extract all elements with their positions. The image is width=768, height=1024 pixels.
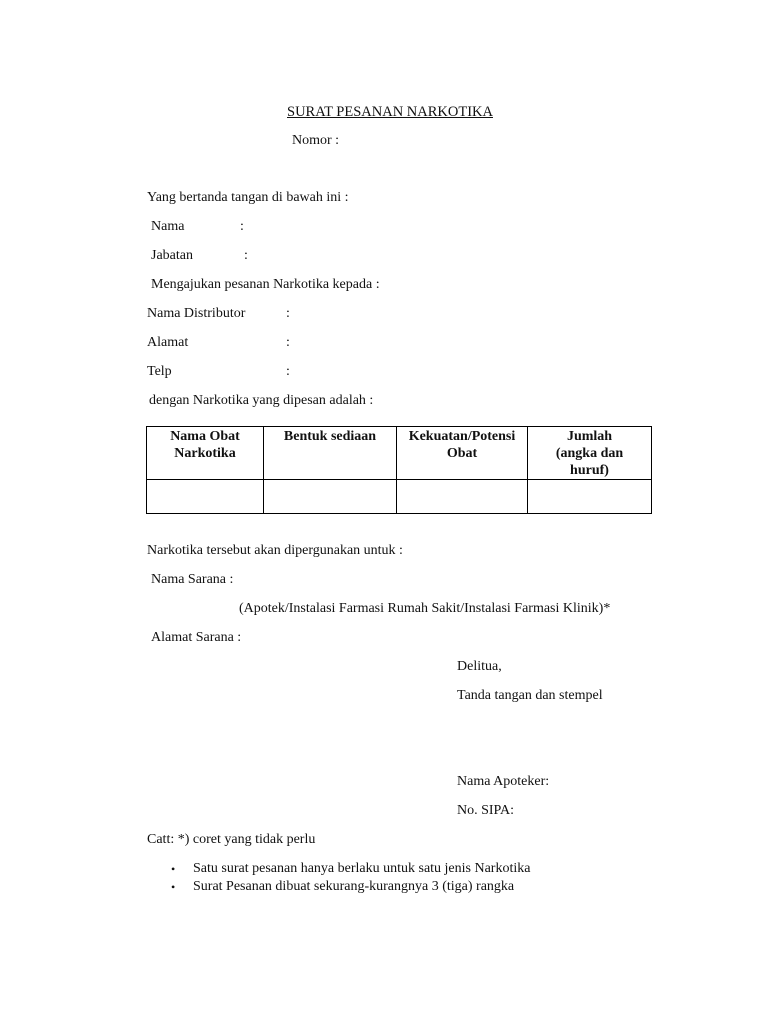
header-line: Bentuk sediaan xyxy=(283,429,377,444)
ordered-text: dengan Narkotika yang dipesan adalah : xyxy=(149,393,374,408)
signature-place: Delitua, xyxy=(457,659,502,674)
header-line: Jumlah xyxy=(566,429,613,444)
header-line: Obat xyxy=(446,446,478,461)
header-bentuk-sediaan xyxy=(264,427,397,480)
request-text: Mengajukan pesanan Narkotika kepada : xyxy=(151,277,380,292)
header-line: Narkotika xyxy=(174,446,236,461)
header-line: Nama Obat xyxy=(170,429,240,444)
distributor-name-colon: : xyxy=(286,306,290,321)
nomor-label: Nomor : xyxy=(292,133,340,148)
header-line: Kekuatan/Potensi xyxy=(408,429,516,444)
alamat-sarana-label: Alamat Sarana : xyxy=(151,630,242,645)
table-cell-jumlah[interactable] xyxy=(528,480,652,514)
header-nama-obat xyxy=(147,427,264,480)
table-header-row xyxy=(147,427,652,480)
distributor-address-label: Alamat xyxy=(147,335,189,350)
bullet-icon: • xyxy=(171,862,176,876)
table-cell-bentuk-sediaan[interactable] xyxy=(264,480,397,514)
sarana-options: (Apotek/Instalasi Farmasi Rumah Sakit/Instalasi Farmasi Klinik)* xyxy=(239,601,611,616)
distributor-name-label: Nama Distributor xyxy=(147,306,246,321)
distributor-phone-colon: : xyxy=(286,364,290,379)
distributor-address-colon: : xyxy=(286,335,290,350)
document-title: SURAT PESANAN NARKOTIKA xyxy=(287,104,493,120)
order-table xyxy=(146,426,652,514)
nama-sarana-label: Nama Sarana : xyxy=(151,572,234,587)
usage-text: Narkotika tersebut akan dipergunakan untuk : xyxy=(147,543,403,558)
table-row xyxy=(147,480,652,514)
nama-colon: : xyxy=(240,219,244,234)
header-kekuatan xyxy=(397,427,528,480)
jabatan-label: Jabatan xyxy=(151,248,193,263)
jabatan-colon: : xyxy=(244,248,248,263)
sipa-label: No. SIPA: xyxy=(457,803,515,818)
header-line: huruf) xyxy=(570,463,609,478)
bullet-icon: • xyxy=(171,880,176,894)
table-cell-kekuatan[interactable] xyxy=(397,480,528,514)
header-line: (angka dan xyxy=(555,446,624,461)
distributor-phone-label: Telp xyxy=(147,364,172,379)
intro-text: Yang bertanda tangan di bawah ini : xyxy=(147,190,349,205)
table-cell-nama-obat[interactable] xyxy=(147,480,264,514)
list-item: Satu surat pesanan hanya berlaku untuk satu jenis Narkotika xyxy=(193,861,531,876)
nama-label: Nama xyxy=(151,219,185,234)
catt-note: Catt: *) coret yang tidak perlu xyxy=(147,832,316,847)
header-jumlah xyxy=(528,427,652,480)
apoteker-name-label: Nama Apoteker: xyxy=(457,774,550,789)
list-item: Surat Pesanan dibuat sekurang-kurangnya 3 (tiga) rangka xyxy=(193,879,515,894)
signature-label: Tanda tangan dan stempel xyxy=(457,688,603,703)
